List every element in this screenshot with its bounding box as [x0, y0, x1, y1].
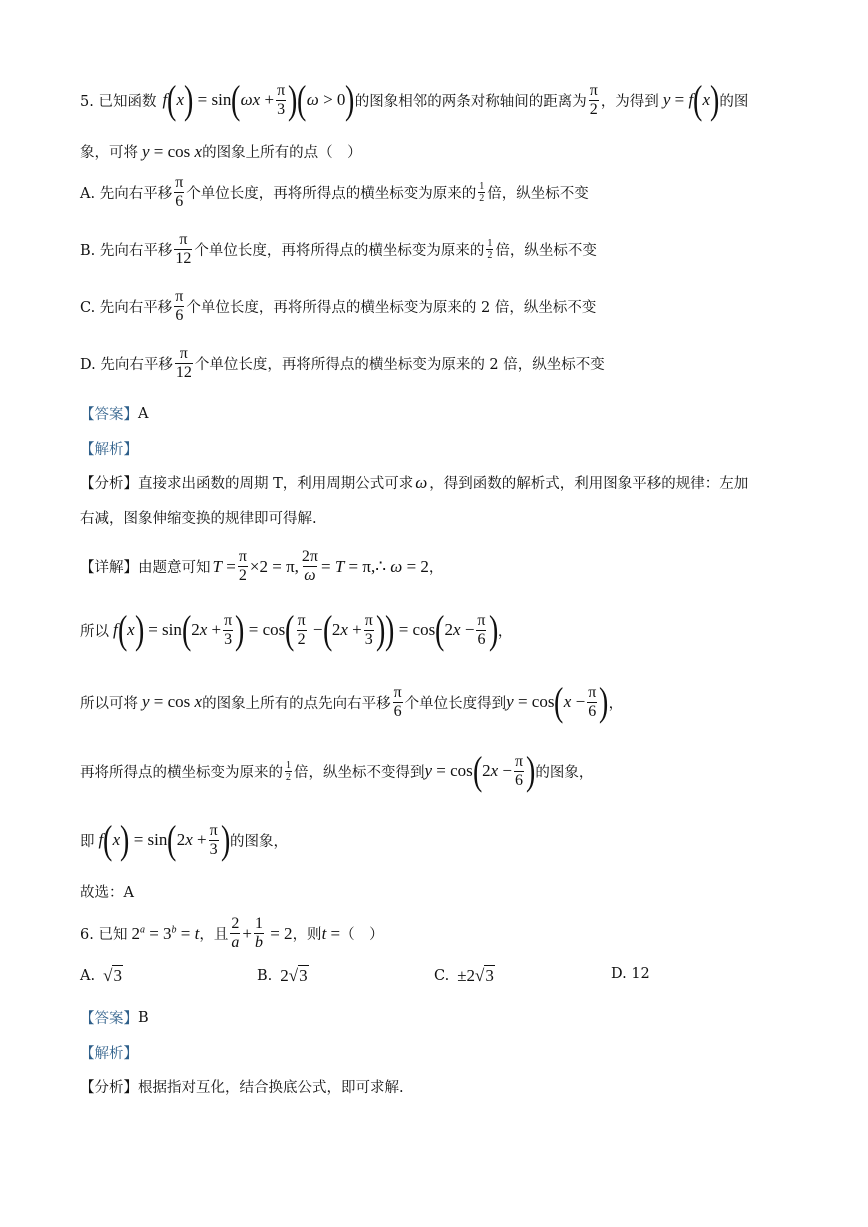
answer-value: B [138, 1009, 149, 1026]
pi-over-2-fraction: $\frac{\pi}{2}$ [589, 81, 598, 118]
q5-detail-line3: 所以可将 y = cos x 的图象上所有的点先向右平移 $\frac{\pi}{6}$ 个单位长度得到 y = cos ( x − $\frac{\pi}{6}$ ) ， [80, 679, 624, 724]
q6-stem: 6. 已知 $2^a = 3^b$ = t ，且 $\frac{2}{a}$ + $\frac{1}{b}$ = 2 ，则 t = （ ） [80, 915, 384, 951]
q5-option-a: A. 先向右平移 $\frac{\pi}{6}$ 个单位长度，再将所得点的横坐标变为原来的 $\frac{1}{2}$ 倍，纵坐标不变 [80, 174, 589, 210]
option-text: 个单位长度，再将所得点的横坐标变为原来的 [186, 186, 477, 202]
detail-text: 倍，纵坐标不变得到 [294, 764, 425, 781]
q5-fenxi-line1: 【分析】 直接求出函数的周期 T，利用周期公式可求 ω ，得到函数的解析式，利用图象平移的规律：左加 [80, 472, 749, 492]
option-label: D. 12 [611, 966, 650, 982]
option-text: 个单位长度，再将所得点的横坐标变为原来的 [194, 243, 485, 259]
q6-analysis-heading [80, 1042, 138, 1063]
analysis-tag: 【解析】 [80, 442, 138, 458]
q5-option-d: D. 先向右平移 $\frac{\pi}{12}$ 个单位长度，再将所得点的横坐标变为原来的 2 倍，纵坐标不变 [80, 345, 605, 381]
q5-stem-line1: 5. 已知函数 f ( x ) = sin ( ωx + $\frac{\pi}{3}$ ) ( ω > 0 ) 的图象相邻的两条对称轴间的距离为 $\frac{\pi}{2}$ ，为得到 y = f ( x ) 的图 [80, 77, 749, 122]
q5-stem-text: 5. 已知函数 [80, 93, 157, 110]
q5-detail-line5: 即 f ( x ) = sin ( 2 x + $\frac{\pi}{3}$ ) 的图象， [80, 817, 288, 862]
option-text: B. 先向右平移 [80, 243, 173, 259]
answer-value: A [138, 405, 149, 422]
q5-stem-text: 的图象相邻的两条对称轴间的距离为 [354, 93, 587, 110]
fenxi-text: ，得到函数的解析式，利用图象平移的规律：左加 [429, 476, 749, 492]
fenxi-text: 根据指对互化，结合换底公式，即可求解. [138, 1080, 404, 1096]
option-text: D. 先向右平移 [80, 357, 173, 373]
q5-stem-text: 象，可将 [80, 145, 138, 161]
q5-analysis-heading [80, 438, 138, 459]
detail-tag: 【详解】 [80, 560, 138, 576]
q5-detail-line2: 所以 f ( x ) = sin ( 2 x + $\frac{\pi}{3}$ ) = cos ( $\frac{\pi}{2}$ − ( 2 x + $\frac{\pi}{3}$ ) ) = cos ( 2 x − $\frac{\pi}{6}$ ) ， [80, 607, 513, 652]
choose-text: 故选：A [80, 885, 134, 901]
q6-option-c: C. ±2√3 [434, 966, 494, 985]
fenxi-tag: 【分析】 [80, 1080, 138, 1096]
detail-text: 的图象上所有的点先向右平移 [202, 695, 391, 712]
q5-choose [80, 881, 134, 902]
option-text: 倍，纵坐标不变 [487, 186, 589, 202]
option-text: 个单位长度，再将所得点的横坐标变为原来的 2 倍，纵坐标不变 [186, 300, 597, 316]
answer-tag: 【答案】 [80, 1011, 138, 1027]
option-text: 个单位长度，再将所得点的横坐标变为原来的 2 倍，纵坐标不变 [194, 357, 605, 373]
fenxi-tag: 【分析】 [80, 476, 138, 492]
q6-stem-text: 6. 已知 [80, 927, 128, 943]
q6-fenxi [80, 1076, 404, 1097]
q6-stem-text: ，且 [199, 927, 229, 943]
detail-text: 所以可将 [80, 695, 138, 712]
q5-stem-line2: 象，可将 y = cos x 的图象上所有的点（ ） [80, 141, 362, 161]
option-label: C. [434, 968, 450, 984]
fenxi-text: 直接求出函数的周期 T，利用周期公式可求 [138, 476, 414, 492]
answer-tag: 【答案】 [80, 407, 138, 423]
detail-text: 再将所得点的横坐标变为原来的 [80, 764, 283, 781]
detail-text: 的图象， [535, 764, 594, 781]
option-label: A. [80, 968, 96, 984]
q5-option-c: C. 先向右平移 $\frac{\pi}{6}$ 个单位长度，再将所得点的横坐标变为原来的 2 倍，纵坐标不变 [80, 288, 597, 324]
q5-stem-text: 的图象上所有的点（ ） [202, 145, 362, 161]
option-text: 倍，纵坐标不变 [495, 243, 597, 259]
q5-detail-line4: 再将所得点的横坐标变为原来的 $\frac{1}{2}$ 倍，纵坐标不变得到 y = cos ( 2 x − $\frac{\pi}{6}$ ) 的图象， [80, 748, 594, 793]
q6-option-d [611, 966, 650, 982]
option-text: A. 先向右平移 [80, 186, 173, 202]
q5-detail-line1: 【详解】 由题意可知 T = $\frac{\pi}{2}$ ×2 = π, $\frac{2\pi}{\omega}$ = T = π,∴ ω = 2 ， [80, 548, 444, 584]
q6-option-a: A. √3 [80, 966, 122, 985]
q6-stem-text: （ ） [340, 927, 384, 943]
option-label: B. [257, 968, 273, 984]
pi-over-3-fraction: $\frac{\pi}{3}$ [277, 81, 286, 118]
q5-fenxi-line2 [80, 507, 317, 528]
q5-stem-text: ，为得到 [600, 93, 659, 110]
fenxi-text: 右减，图象伸缩变换的规律即可得解. [80, 511, 317, 527]
q6-option-b: B. 2√3 [257, 966, 308, 985]
q6-stem-text: ，则 [292, 927, 322, 943]
detail-text: 即 [80, 833, 95, 850]
option-text: C. 先向右平移 [80, 300, 173, 316]
q6-answer [80, 1007, 149, 1028]
q5-answer [80, 403, 148, 424]
detail-text: 所以 [80, 623, 109, 640]
q5-option-b: B. 先向右平移 $\frac{\pi}{12}$ 个单位长度，再将所得点的横坐标变为原来的 $\frac{1}{2}$ 倍，纵坐标不变 [80, 231, 597, 267]
detail-text: 由题意可知 [138, 560, 211, 576]
detail-text: 个单位长度得到 [404, 695, 507, 712]
detail-text: 的图象， [230, 833, 288, 850]
analysis-tag: 【解析】 [80, 1046, 138, 1062]
q5-stem-text: 的图 [719, 93, 749, 110]
